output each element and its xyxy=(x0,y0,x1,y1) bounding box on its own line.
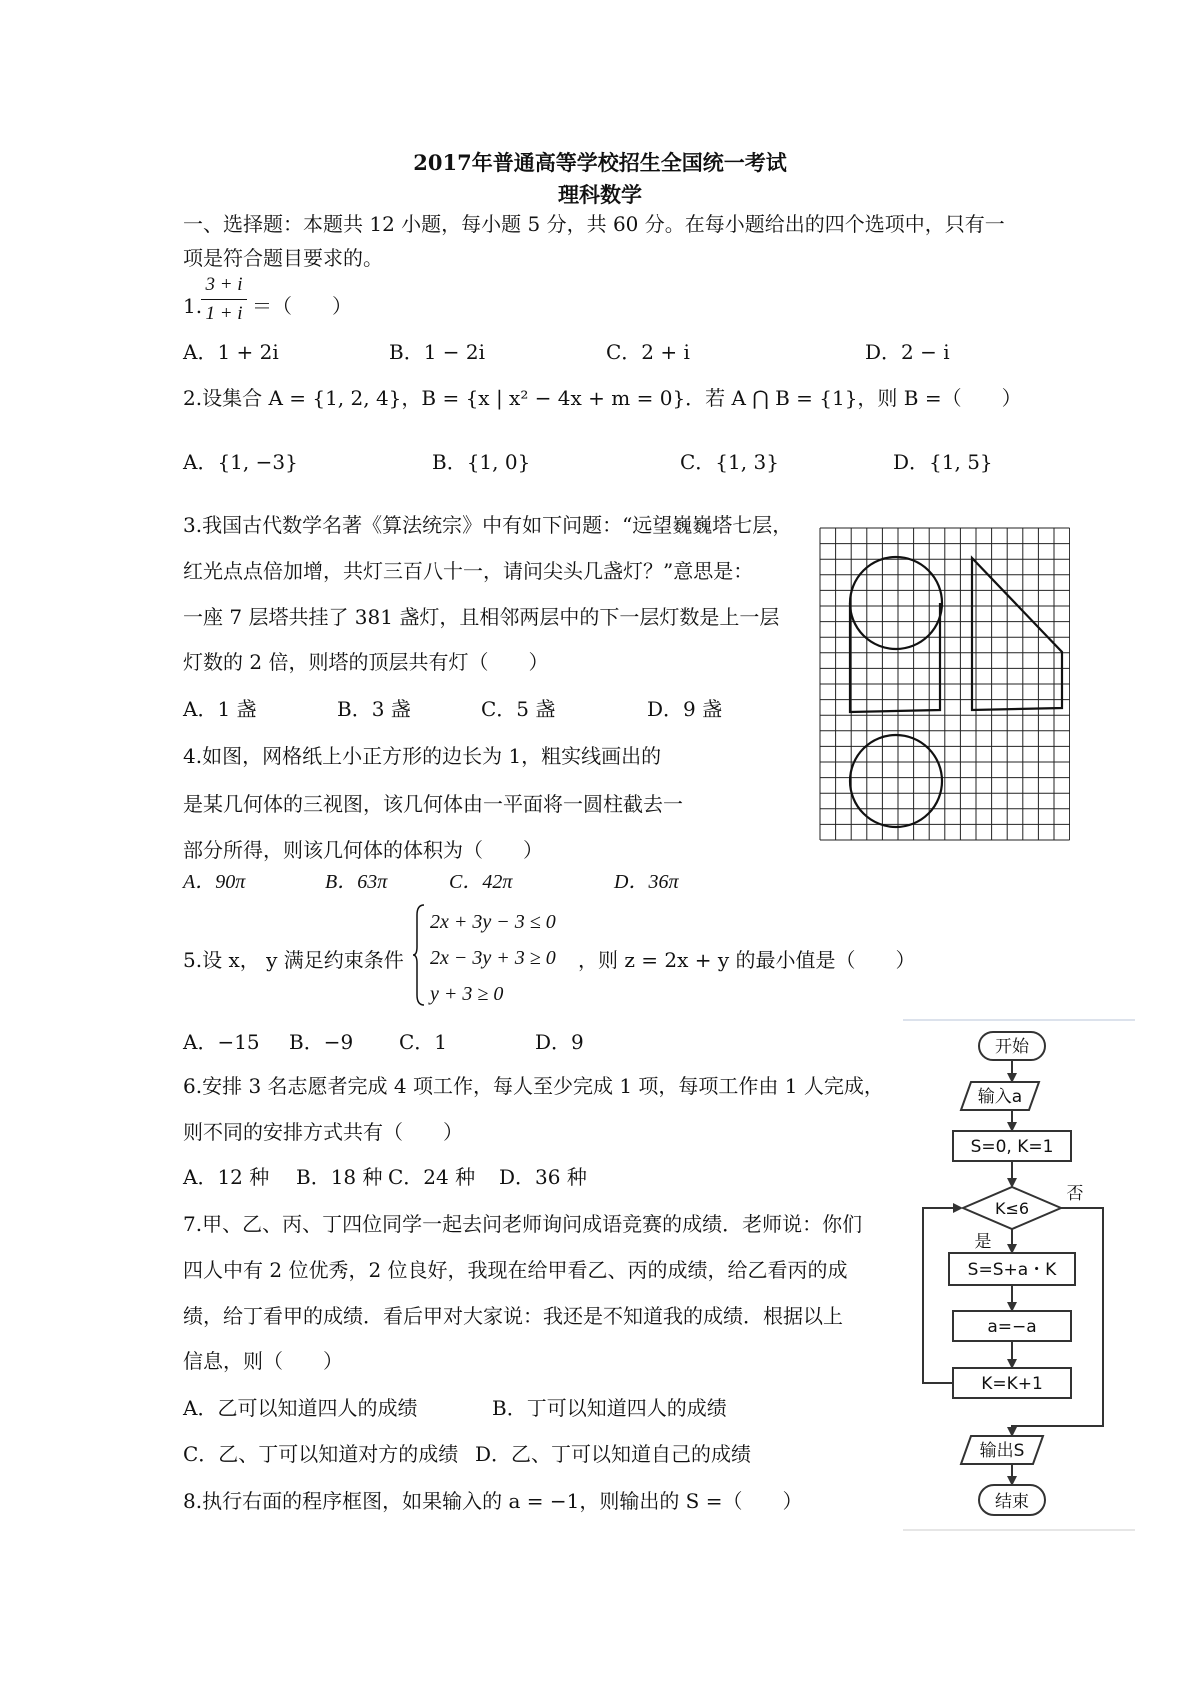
q4-line-1: 4.如图，网格纸上小正方形的边长为 1，粗实线画出的 xyxy=(183,744,662,768)
exam-subtitle: 理科数学 xyxy=(558,182,642,207)
q3-option-d: D．9 盏 xyxy=(647,697,723,721)
q1-fraction xyxy=(201,274,247,325)
program-flowchart xyxy=(903,1018,1135,1533)
q3-line-3: 一座 7 层塔共挂了 381 盏灯，且相邻两层中的下一层灯数是上一层 xyxy=(183,605,780,629)
q5-constraint-1: 2x + 3y − 3 ≤ 0 xyxy=(430,911,556,933)
q5-brace xyxy=(412,903,426,1007)
q5-option-c: C．1 xyxy=(399,1030,448,1054)
q6-option-b: B．18 种 xyxy=(296,1165,383,1189)
q3-line-2: 红光点点倍加增，共灯三百八十一，请问尖头几盏灯？”意思是： xyxy=(183,559,754,583)
flowchart-condition-label: K≤6 xyxy=(994,1199,1030,1218)
q2-stem: 2.设集合 A = {1, 2, 4}，B = {x | x² − 4x + m = 0}．若 A ⋂ B = {1}，则 B =（ ） xyxy=(183,386,1022,410)
front-view-outline xyxy=(850,603,940,712)
q1-option-b: B．1 − 2i xyxy=(389,340,486,364)
grid-lines xyxy=(820,528,1070,840)
q7-option-c: C．乙、丁可以知道对方的成绩 xyxy=(183,1442,459,1466)
q6-option-a: A．12 种 xyxy=(183,1165,270,1189)
q3-line-1: 3.我国古代数学名著《算法统宗》中有如下问题：“远望巍巍塔七层， xyxy=(183,513,793,537)
q5-option-a: A．−15 xyxy=(183,1030,260,1054)
q1-fraction-bar xyxy=(201,299,247,300)
q5-prefix: 5.设 x， y 满足约束条件 xyxy=(183,948,404,972)
q1-option-c: C．2 + i xyxy=(606,340,690,364)
q1-numerator: 3 + i xyxy=(205,274,243,295)
q3-line-4: 灯数的 2 倍，则塔的顶层共有灯（ ） xyxy=(183,650,549,674)
q7-option-a: A．乙可以知道四人的成绩 xyxy=(183,1396,418,1420)
q1-denominator: 1 + i xyxy=(205,303,243,324)
q7-option-d: D．乙、丁可以知道自己的成绩 xyxy=(475,1442,752,1466)
q7-line-4: 信息，则（ ） xyxy=(183,1349,343,1373)
q4-line-2: 是某几何体的三视图，该几何体由一平面将一圆柱截去一 xyxy=(183,792,683,816)
three-view-grid-figure xyxy=(818,526,1070,848)
instructions-line-1: 一、选择题：本题共 12 小题，每小题 5 分，共 60 分。在每小题给出的四个选项中，只有一 xyxy=(183,212,1005,236)
q1-tail: ＝（ ） xyxy=(252,294,352,318)
q4-option-b: B．63π xyxy=(325,871,388,893)
q5-suffix: ，则 z = 2x + y 的最小值是（ ） xyxy=(578,948,916,972)
q4-option-d: D．36π xyxy=(614,871,679,893)
q2-option-d: D．{1, 5} xyxy=(893,450,993,474)
q6-line-1: 6.安排 3 名志愿者完成 4 项工作，每人至少完成 1 项，每项工作由 1 人完成， xyxy=(183,1074,884,1098)
exam-title: 2017年普通高等学校招生全国统一考试 xyxy=(413,150,787,175)
flowchart-loop-arrow xyxy=(923,1208,961,1383)
q4-line-3: 部分所得，则该几何体的体积为（ ） xyxy=(183,838,543,862)
q2-option-a: A．{1, −3} xyxy=(183,450,298,474)
q4-option-a: A．90π xyxy=(183,871,246,893)
q6-line-2: 则不同的安排方式共有（ ） xyxy=(183,1120,463,1144)
q7-option-b: B．丁可以知道四人的成绩 xyxy=(492,1396,727,1420)
q1-option-a: A．1 + 2i xyxy=(183,340,279,364)
top-view-circle xyxy=(850,735,942,827)
q1-number: 1. xyxy=(183,294,203,318)
q3-option-b: B．3 盏 xyxy=(337,697,411,721)
flowchart-step1-label: S=S+a・K xyxy=(967,1260,1057,1280)
q6-option-c: C．24 种 xyxy=(388,1165,476,1189)
flowchart-output-label: 输出S xyxy=(979,1441,1025,1461)
q2-option-c: C．{1, 3} xyxy=(680,450,779,474)
q2-option-b: B．{1, 0} xyxy=(432,450,531,474)
front-view-circle xyxy=(850,557,942,649)
flowchart-step2-label: a=−a xyxy=(987,1317,1037,1337)
q7-line-1: 7.甲、乙、丙、丁四位同学一起去问老师询问成语竞赛的成绩．老师说：你们 xyxy=(183,1212,863,1236)
flowchart-yes-label: 是 xyxy=(974,1232,992,1252)
q6-option-d: D．36 种 xyxy=(499,1165,587,1189)
q4-option-c: C．42π xyxy=(449,871,513,893)
flowchart-end-label: 结束 xyxy=(995,1492,1029,1512)
flowchart-start-label: 开始 xyxy=(995,1037,1029,1057)
flowchart-step3-label: K=K+1 xyxy=(981,1374,1043,1394)
instructions-line-2: 项是符合题目要求的。 xyxy=(183,246,383,270)
q5-option-d: D．9 xyxy=(535,1030,584,1054)
flowchart-input-label: 输入a xyxy=(977,1087,1023,1107)
q3-option-c: C．5 盏 xyxy=(481,697,556,721)
q3-option-a: A．1 盏 xyxy=(183,697,257,721)
q5-constraint-2: 2x − 3y + 3 ≥ 0 xyxy=(430,947,556,969)
q7-line-3: 绩，给丁看甲的成绩．看后甲对大家说：我还是不知道我的成绩．根据以上 xyxy=(183,1304,843,1328)
side-view-outline xyxy=(972,558,1062,710)
q8-stem: 8.执行右面的程序框图，如果输入的 a = −1，则输出的 S =（ ） xyxy=(183,1489,803,1513)
q5-constraint-3: y + 3 ≥ 0 xyxy=(430,983,504,1005)
flowchart-no-label: 否 xyxy=(1066,1184,1084,1204)
q5-option-b: B．−9 xyxy=(289,1030,354,1054)
q1-option-d: D．2 − i xyxy=(865,340,950,364)
q7-line-2: 四人中有 2 位优秀，2 位良好，我现在给甲看乙、丙的成绩，给乙看丙的成 xyxy=(183,1258,848,1282)
flowchart-init-label: S=0, K=1 xyxy=(970,1137,1054,1157)
